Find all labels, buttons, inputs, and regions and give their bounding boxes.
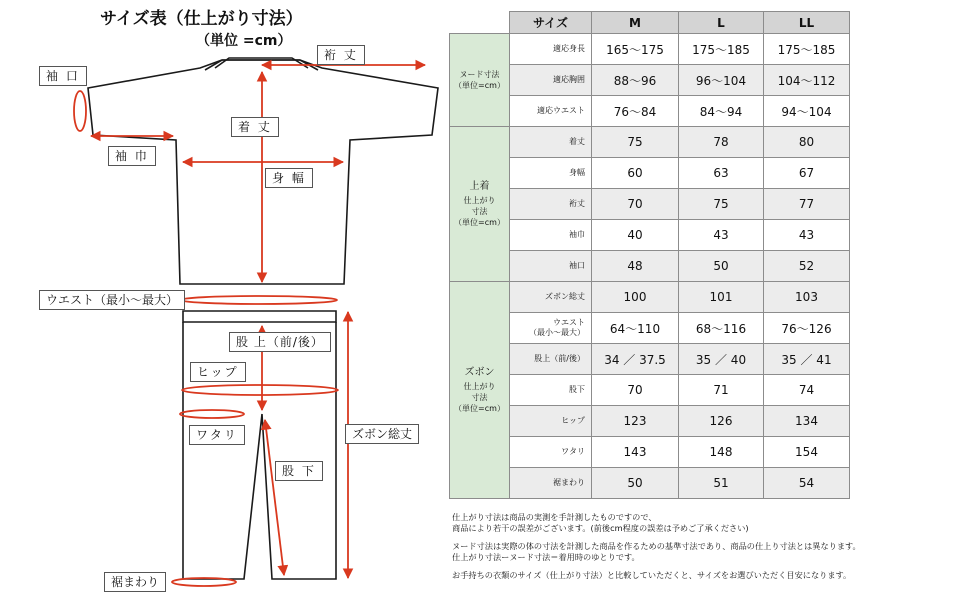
row-label bbox=[510, 158, 592, 189]
row-label-line: 適応胸囲 bbox=[553, 75, 585, 84]
cell-l: 148 bbox=[679, 437, 764, 468]
cell-l: 63 bbox=[679, 158, 764, 189]
jacket-outline bbox=[88, 58, 438, 284]
group-line: 仕上がり bbox=[463, 381, 496, 391]
cell-m: 40 bbox=[592, 220, 679, 251]
row-label bbox=[510, 96, 592, 127]
row-label-line: ヒップ bbox=[561, 416, 585, 425]
cell-ll: 76〜126 bbox=[764, 313, 850, 344]
group-title: ズボン bbox=[464, 366, 495, 378]
table-header-row bbox=[450, 12, 850, 34]
cell-ll: 134 bbox=[764, 406, 850, 437]
cell-m: 165〜175 bbox=[592, 34, 679, 65]
cell-ll: 104〜112 bbox=[764, 65, 850, 96]
size-chart-title: サイズ表（仕上がり寸法） bbox=[100, 9, 303, 29]
cell-l: 50 bbox=[679, 251, 764, 282]
cell-ll: 103 bbox=[764, 282, 850, 313]
row-label bbox=[510, 220, 592, 251]
table-row bbox=[450, 34, 850, 65]
yuki-label: 裄 丈 bbox=[317, 45, 365, 65]
row-label bbox=[510, 406, 592, 437]
cell-m: 48 bbox=[592, 251, 679, 282]
cell-l: 84〜94 bbox=[679, 96, 764, 127]
cell-l: 96〜104 bbox=[679, 65, 764, 96]
row-label-line: 着丈 bbox=[569, 137, 585, 146]
group-line: （単位=cm） bbox=[454, 403, 505, 413]
hip-loop bbox=[182, 385, 338, 395]
group-line: 寸法 bbox=[471, 206, 488, 216]
row-label-line: 裾まわり bbox=[553, 478, 585, 487]
hem-label: 裾まわり bbox=[104, 572, 166, 592]
cell-ll: 77 bbox=[764, 189, 850, 220]
notes bbox=[452, 512, 964, 581]
table-row bbox=[450, 375, 850, 406]
cell-ll: 175〜185 bbox=[764, 34, 850, 65]
row-label bbox=[510, 468, 592, 499]
group-line: 寸法 bbox=[471, 392, 488, 402]
row-label-line: 適応ウエスト bbox=[537, 106, 585, 115]
cell-m: 50 bbox=[592, 468, 679, 499]
group-line: 仕上がり bbox=[463, 195, 496, 205]
table-row bbox=[450, 282, 850, 313]
row-label bbox=[510, 189, 592, 220]
body-width-label: 身 幅 bbox=[265, 168, 313, 188]
kitake-label: 着 丈 bbox=[231, 117, 279, 137]
cell-m: 34 ／ 37.5 bbox=[592, 344, 679, 375]
group-title: 上着 bbox=[469, 180, 490, 192]
row-label bbox=[510, 282, 592, 313]
table-row bbox=[450, 406, 850, 437]
thigh-loop bbox=[180, 410, 244, 418]
header-l: L bbox=[679, 12, 764, 34]
row-label bbox=[510, 65, 592, 96]
group-line: （単位=cm） bbox=[454, 217, 505, 227]
row-label bbox=[510, 437, 592, 468]
note-line: 仕上がり寸法ーヌード寸法＝着用時のゆとりです。 bbox=[452, 552, 640, 562]
waist-label: ウエスト（最小〜最大） bbox=[39, 290, 185, 310]
row-label-line: 適応身長 bbox=[553, 44, 585, 53]
group-label bbox=[450, 34, 510, 127]
note-line: ヌード寸法は実際の体の寸法を計測した商品を作るための基準寸法であり、商品の仕上り寸法とは異なります。 bbox=[452, 541, 861, 551]
cell-ll: 54 bbox=[764, 468, 850, 499]
note-line: 商品により若干の誤差がございます。(前後cm程度の誤差は予めご了承ください) bbox=[452, 523, 749, 533]
row-label-line: 股下 bbox=[569, 385, 585, 394]
cell-m: 76〜84 bbox=[592, 96, 679, 127]
inseam-label: 股 下 bbox=[275, 461, 323, 481]
pants-length-label: ズボン総丈 bbox=[345, 424, 419, 444]
table-row bbox=[450, 220, 850, 251]
cell-l: 35 ／ 40 bbox=[679, 344, 764, 375]
cell-m: 123 bbox=[592, 406, 679, 437]
size-table bbox=[449, 11, 850, 499]
header-size: サイズ bbox=[510, 12, 592, 34]
header-m: M bbox=[592, 12, 679, 34]
table-row bbox=[450, 313, 850, 344]
cell-l: 126 bbox=[679, 406, 764, 437]
cell-l: 78 bbox=[679, 127, 764, 158]
row-label-line: 身幅 bbox=[569, 168, 585, 177]
table-row bbox=[450, 189, 850, 220]
cell-l: 75 bbox=[679, 189, 764, 220]
cell-l: 43 bbox=[679, 220, 764, 251]
cell-m: 60 bbox=[592, 158, 679, 189]
row-label bbox=[510, 34, 592, 65]
cell-m: 100 bbox=[592, 282, 679, 313]
table-row bbox=[450, 468, 850, 499]
rise-label: 股 上（前/後） bbox=[229, 332, 331, 352]
sleeve-opening-label: 袖 口 bbox=[39, 66, 87, 86]
row-label bbox=[510, 375, 592, 406]
cell-ll: 154 bbox=[764, 437, 850, 468]
cell-l: 51 bbox=[679, 468, 764, 499]
table-row bbox=[450, 96, 850, 127]
cell-m: 88〜96 bbox=[592, 65, 679, 96]
row-label-line: 股上（前/後） bbox=[534, 354, 585, 363]
row-label-line: ウエスト bbox=[553, 318, 585, 327]
row-label-line: ズボン総丈 bbox=[545, 292, 585, 301]
cell-l: 101 bbox=[679, 282, 764, 313]
unit-label: （単位 =cm） bbox=[196, 33, 292, 49]
cell-ll: 80 bbox=[764, 127, 850, 158]
cell-m: 64〜110 bbox=[592, 313, 679, 344]
row-label bbox=[510, 344, 592, 375]
cell-l: 71 bbox=[679, 375, 764, 406]
sleeve-opening-loop bbox=[74, 91, 86, 131]
cell-ll: 74 bbox=[764, 375, 850, 406]
table-body bbox=[450, 34, 850, 499]
row-label-line: 裄丈 bbox=[569, 199, 585, 208]
row-label bbox=[510, 251, 592, 282]
hip-label: ヒップ bbox=[190, 362, 246, 382]
group-label bbox=[450, 282, 510, 499]
note-line: お手持ちの衣類のサイズ（仕上がり寸法）と比較していただくと、サイズをお選びいただく目安になります。 bbox=[452, 570, 852, 580]
cell-m: 70 bbox=[592, 189, 679, 220]
table-row bbox=[450, 437, 850, 468]
row-label-line: 袖口 bbox=[569, 261, 585, 270]
cell-m: 70 bbox=[592, 375, 679, 406]
cell-m: 75 bbox=[592, 127, 679, 158]
garment-diagram bbox=[0, 0, 450, 600]
group-line: （単位=cm） bbox=[454, 81, 505, 90]
row-label-line: （最小〜最大） bbox=[529, 328, 585, 337]
header-ll: LL bbox=[764, 12, 850, 34]
group-line: ヌード寸法 bbox=[459, 70, 500, 79]
row-label-line: 袖巾 bbox=[569, 230, 585, 239]
sleeve-width-label: 袖 巾 bbox=[108, 146, 156, 166]
cell-ll: 67 bbox=[764, 158, 850, 189]
cell-ll: 94〜104 bbox=[764, 96, 850, 127]
row-label-line: ワタリ bbox=[561, 447, 585, 456]
cell-l: 68〜116 bbox=[679, 313, 764, 344]
waist-loop bbox=[181, 296, 337, 304]
row-label bbox=[510, 313, 592, 344]
cell-ll: 43 bbox=[764, 220, 850, 251]
table-row bbox=[450, 65, 850, 96]
group-label bbox=[450, 127, 510, 282]
table-row bbox=[450, 127, 850, 158]
note-line: 仕上がり寸法は商品の実測を手計測したものですので、 bbox=[452, 512, 657, 522]
thigh-label: ワタリ bbox=[189, 425, 245, 445]
cell-m: 143 bbox=[592, 437, 679, 468]
cell-ll: 52 bbox=[764, 251, 850, 282]
table-row bbox=[450, 344, 850, 375]
cell-ll: 35 ／ 41 bbox=[764, 344, 850, 375]
cell-l: 175〜185 bbox=[679, 34, 764, 65]
row-label bbox=[510, 127, 592, 158]
table-row bbox=[450, 251, 850, 282]
measure-arrows bbox=[74, 65, 425, 586]
table-row bbox=[450, 158, 850, 189]
